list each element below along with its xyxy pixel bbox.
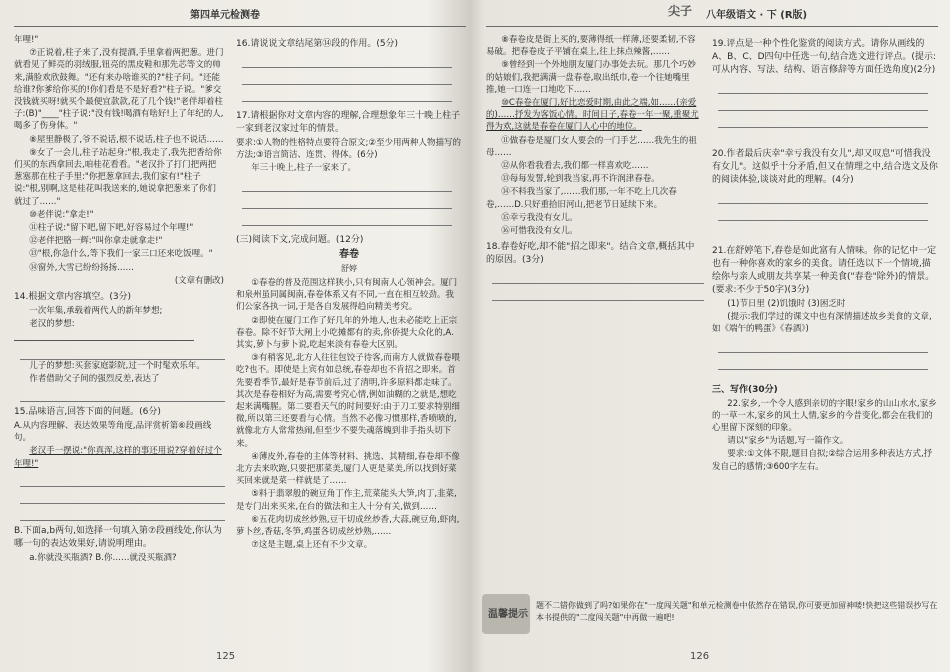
- q15b: B.下面a,b两句,如选择一句填入第⑦段画线处,你认为哪一句的表达效果好,请说明理由。: [14, 525, 222, 549]
- answer-line[interactable]: [718, 79, 928, 94]
- article-paragraph: ⑪做春卷是厦门女人要会的一门手艺……我先生的祖母……: [486, 135, 697, 158]
- source-note: (文章有删改): [174, 275, 224, 286]
- article-paragraph: ②即使在厦门工作了好几年的外地人,也未必能吃上正宗春卷。除不好节大闸上小吃摊都有的卖,你侨提大众化的,A.其实,萝卜与萝卜说,吃起来淡有春卷大区别。: [236, 315, 458, 351]
- story-paragraph: ⑫老伴把胳一辉:"叫你拿走就拿走!": [29, 236, 163, 247]
- answer-line[interactable]: [718, 206, 928, 221]
- q14-row: [14, 373, 224, 385]
- answer-line[interactable]: [20, 472, 225, 487]
- left-header-rule: [14, 26, 466, 27]
- article-paragraph: ③有稍客见,北方人往往包饺子待客,而南方人就做春卷喂吃?也不。即使是上宾有如总统,春卷却也不肯招之即来。首先要看季节,最好是春节前后,过了清明,许多原料都走味了。其次是春卷相好为高,需要考究心情,例如油糊的之就是,想吃起来满嘴腥。第二要看天气的时间要好:由于刀工要求特别细微,所以第三还要看与心情。当然不必像习惯那样,香喷喷的,就像北方人常常热闹,但至少不要失魂落魄到非手指头切下来。: [236, 353, 460, 449]
- answer-line[interactable]: [242, 53, 452, 68]
- left-column-1: [14, 34, 224, 565]
- right-header-rule: [486, 26, 938, 27]
- q22-task: 请以"家乡"为话题,写一篇作文。: [727, 436, 849, 447]
- article-paragraph: ⑧春卷皮是街上买的,要薄得纸一样薄,还要柔韧,不容易破。把春卷皮子平铺在桌上,往上抹点辣酱,……: [486, 35, 696, 58]
- left-column-2: [236, 34, 462, 552]
- story-paragraph: ⑨女了一会儿,柱子站起身:"根,我走了,我先把香给你们买的东西拿回去,咱桂花看看。"老汉扑了打门把两把葱塞那在柱子手里:"你把葱拿回去,我们家有!"柱子说:"根,别啊,这是桂花叫我送来的,她说拿把葱来了你们就过了……": [14, 147, 222, 207]
- answer-line[interactable]: [20, 506, 225, 521]
- page-number-right: 126: [690, 651, 710, 662]
- article-paragraph: ⑯可惜我没有女儿。: [501, 226, 578, 237]
- q17-answer-start: 年三十晚上,柱子一家来了。: [251, 163, 357, 174]
- story-paragraph: ⑬"根,你急什么,等下我们一家三口还来吃饭哩。": [29, 249, 213, 260]
- right-column-1: [486, 34, 700, 301]
- question-17: 17.请根据你对文章内容的理解,合理想象年三十晚上柱子一家到老汉家过年的情景。: [236, 111, 461, 134]
- q14-row: [14, 318, 224, 342]
- right-column-2: [712, 34, 938, 474]
- story-paragraph: ⑭窗外,大雪已纷纷扬扬……: [29, 262, 134, 273]
- answer-line[interactable]: [242, 211, 452, 226]
- answer-line[interactable]: [20, 345, 225, 360]
- q14-row: 一次年集,承载着两代人的新年梦想;: [29, 306, 163, 317]
- q15b-options: a.你就没买瓶酒? B.你……就没买瓶酒?: [29, 552, 177, 563]
- answer-line[interactable]: [242, 194, 452, 209]
- section-3-heading: (三)阅读下文,完成问题。(12分): [236, 234, 364, 245]
- answer-line[interactable]: [718, 189, 928, 204]
- tip-text: 题不二错你做到了吗?如果你在"一度闯关题"和单元检测卷中依然存在错误,你可要更加留神喽!快把这些错误抄写在本书提供的"二度闯关题"中再做一遍吧!: [536, 601, 938, 622]
- answer-line[interactable]: [492, 269, 704, 284]
- article-paragraph: ①春卷的普及范围这样狭小,只有闽南人心领神会。厦门和泉州虽同属闽南,春卷体系又有不同,一直在相互较劲。我们公家各执一词,于是各自发展得趋向精美考究。: [236, 278, 458, 313]
- q14-label: 作者借助父子间的强烈反差,表达了: [29, 373, 160, 384]
- question-22: 22.家乡,一个令人感到亲切的字眼!家乡的山山水水,家乡的一草一木,家乡的风土人情,家乡的今昔变化,都会在我们的心里留下深刻的印象。: [712, 398, 937, 434]
- answer-line[interactable]: [492, 286, 704, 301]
- answer-line[interactable]: [242, 87, 452, 102]
- answer-line[interactable]: [20, 387, 225, 402]
- story-line: 年哩!": [14, 35, 39, 45]
- question-20: 20.作者最后庆幸"幸亏我没有女儿",却又叹息"可惜我没有女儿"。这似乎十分矛盾,但又在情理之中,结合选文及你的阅读体验,谈谈对此的理解。(4分): [712, 149, 938, 185]
- story-paragraph: ⑩老伴说:"拿走!": [29, 209, 94, 220]
- answer-line[interactable]: [718, 113, 928, 128]
- brand-logo: 尖子: [668, 4, 693, 18]
- q14-row: 儿子的梦想:买套家庭影院,过一个时髦欢乐年。: [29, 360, 205, 371]
- tip-badge-label: 温馨提示: [488, 609, 528, 620]
- q15a-quote: 老汉手一摆说:"你真浑,这样的事还用说?穿着好过个年哩!": [14, 446, 222, 469]
- answer-line[interactable]: [20, 489, 225, 504]
- question-16: 16.请说说文章结尾第⑭段的作用。(5分): [236, 39, 399, 49]
- right-page-header: 八年级语文 · 下 (R版): [706, 10, 808, 21]
- answer-line[interactable]: [718, 355, 928, 370]
- question-19: 19.评点是一种个性化鉴赏的阅读方式。请你从画线的A、B、C、D四句中任选一句,结合选文进行评点。(提示:可从内容、写法、结构、语言修辞等方面任选角度)(2分): [712, 39, 936, 75]
- article-paragraph: ⑫从你看我看去,我们都一样喜欢吃……: [501, 161, 649, 172]
- article-paragraph-underlined: ⑩C春卷在厦门,好比恋爱时期,由此之端,如……(亲爱的)……抒发为客饭心情。时间日子,春卷一年一聚,重聚尤得为欢,这就是春卷在厦门人心中的地位。: [486, 98, 699, 133]
- tip-box: [482, 594, 948, 634]
- article-paragraph: ⑮幸亏我没有女儿。: [501, 212, 578, 223]
- article-paragraph: ⑬每每发誓,轮到我当家,再不许润津春卷。: [501, 174, 660, 185]
- question-14: 14.根据文章内容填空。(3分): [14, 292, 132, 303]
- q21-hint: (提示:我们学过的课文中也有深情描述故乡美食的文章,如《端午的鸭蛋》《春酒》): [712, 312, 932, 335]
- answer-line[interactable]: [242, 177, 452, 192]
- story-paragraph: ⑧屋里静极了,爷不说话,根不说话,柱子也不说话……: [29, 134, 224, 145]
- question-18: 18.春卷好吃,却不能"招之即来"。结合文章,概括其中的原因。(3分): [486, 242, 695, 266]
- article-author: 舒婷: [341, 263, 357, 273]
- article-paragraph: ④薄皮外,春卷的主体等材料、挑选、其精细,春卷却不像北方去来吹跑,只要把那菜美,厦门人更是菜美,所以找到好菜买回来就是菜一样就是了……: [236, 451, 460, 487]
- q14-label: 老汉的梦想:: [29, 319, 75, 330]
- article-paragraph: ⑭不料我当家了,……我们那,一年不吃上几次春卷,……D.只好重拾旧河山,把老节日延续下来。: [486, 187, 677, 210]
- question-21: 21.在舒婷笔下,春卷是如此富有人情味。你的记忆中一定也有一种你喜欢的家乡的美食。请任选以下一个情境,描绘你与亲人或朋友共享某一种美食("春卷"除外)的情景。(要求:不少于50字)(3分): [712, 246, 937, 295]
- page-number-left: 125: [216, 651, 236, 662]
- writing-section-heading: 三、写作(30分): [712, 384, 778, 395]
- article-title: 春卷: [339, 248, 359, 260]
- story-paragraph: ⑦正说着,柱子来了,没有提酒,手里拿着两把葱。进门就看见了鲜亮的羽绒服,钮亮的黑皮鞋和那先芯等文的帅来,满脸欢欣鼓舞。"还有来办啥谁买的?"柱子问。"还能给谁?你爹给你买的!你们看是不是好看?"柱子说。"爹交没钱就买呀!就买个最便宜款款,花了几个钱!"老伴却着柱子:(B)"____"柱子说:"没有钱!喝酒有啥好!上了年纪的人,喝多了伤身体。": [14, 48, 224, 132]
- q22-requirements: 要求:①文体不限,题目自拟;②综合运用多种表达方式,抒发自己的感情;③600字左右。: [712, 449, 933, 472]
- article-paragraph: ⑤料于翡翠般的碗豆角丁作主,荒菜能头大笋,肉丁,韭菜,是专门出来买来,在台的做法和主人十分有关,做到……: [236, 489, 457, 512]
- answer-blank[interactable]: [14, 330, 194, 341]
- answer-line[interactable]: [718, 96, 928, 111]
- answer-line[interactable]: [242, 70, 452, 85]
- q21-options: (1)节日里 (2)饥饿时 (3)困乏时: [727, 299, 846, 309]
- left-page-header: 第四单元检测卷: [190, 10, 260, 21]
- article-paragraph: ⑦这是主题,桌上还有不少文章。: [251, 540, 373, 551]
- question-15: 15.品味语言,回答下面的问题。(6分): [14, 407, 161, 418]
- article-paragraph: ⑨曾经到一个外地朋友厦门办事处去玩。那几个巧妙的姑娘们,我把满满一盘春卷,取出纸巾,卷一个往她嘴里推,她一口连一口地吃下……: [486, 60, 696, 95]
- q15a: A.从内容理解、表达效果等角度,品评赏析第⑥段画线句。: [14, 421, 212, 444]
- story-paragraph: ⑪柱子说:"留下吧,留下吧,好容易过个年哩!": [29, 223, 194, 234]
- answer-line[interactable]: [718, 338, 928, 353]
- q17-requirement: 要求:①人物的性格特点要符合原文;②至少用两种人物描写的方法;③语言简洁、连贯、得体。(6分): [236, 138, 461, 161]
- tip-badge: [482, 594, 530, 634]
- article-paragraph: ⑥五花肉切成丝炒熟,豆干切成丝炒香,大蒜,碗豆角,虾肉,萝卜丝,香菇,冬笋,鸡蛋各切成丝炒熟,……: [236, 514, 460, 538]
